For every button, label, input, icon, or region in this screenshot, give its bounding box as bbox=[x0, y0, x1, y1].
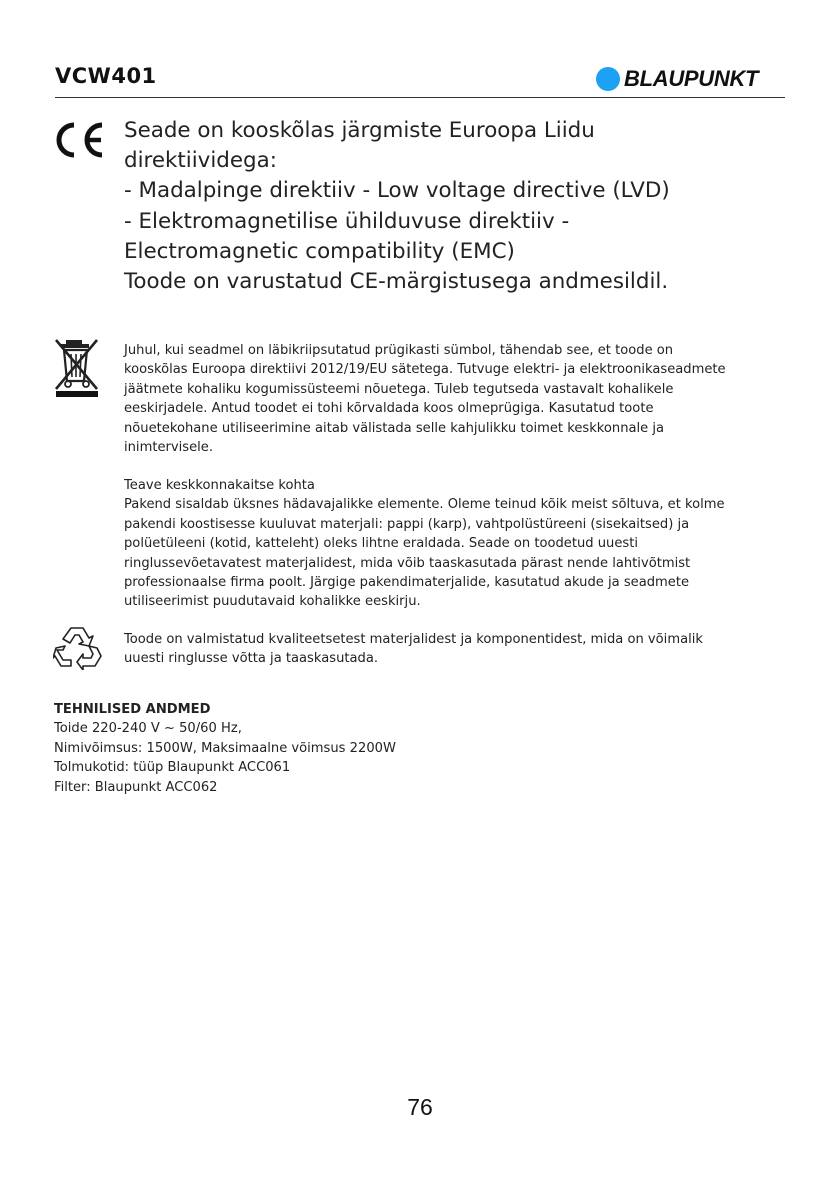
crossed-bin-icon bbox=[53, 335, 103, 405]
ce-line: Toode on varustatud CE-märgistusega andmesildil. bbox=[124, 269, 669, 295]
recycle-text bbox=[124, 630, 792, 669]
header-divider bbox=[55, 97, 785, 98]
environment-heading: Teave keskkonnakaitse kohta bbox=[124, 478, 315, 493]
weee-line: kooskõlas Euroopa direktiivi 2012/19/EU sätetega. Tutvuge elektri- ja elektroonikaseadmete bbox=[124, 362, 726, 378]
spec-line: Toide 220-240 V ~ 50/60 Hz, bbox=[54, 721, 242, 737]
recycle-line: uuesti ringlusse võtta ja taaskasutada. bbox=[124, 651, 379, 667]
environment-line: pakendi koostisesse kuuluvat materjali: pappi (karp), vahtpolüstüreeni (sisekaitsed) ja bbox=[124, 516, 690, 532]
ce-conformity-text bbox=[124, 116, 804, 297]
ce-line: - Elektromagnetilise ühilduvuse direktiiv - bbox=[124, 208, 570, 234]
spec-line: Filter: Blaupunkt ACC062 bbox=[54, 779, 218, 795]
weee-line: Juhul, kui seadmel on läbikriipsutatud prügikasti sümbol, tähendab see, et toode on bbox=[124, 343, 674, 358]
weee-line: eeskirjadele. Antud toodet ei tohi kõrvaldada koos olmeprügiga. Kasutatud toote bbox=[124, 401, 654, 417]
ce-line: - Madalpinge direktiiv - Low voltage directive (LVD) bbox=[124, 178, 670, 204]
spec-line: Tolmukotid: tüüp Blaupunkt ACC061 bbox=[54, 760, 291, 776]
recycle-icon bbox=[53, 624, 103, 674]
brand-logo bbox=[596, 66, 758, 92]
brand-dot-icon bbox=[596, 67, 620, 91]
page-number: 76 bbox=[407, 1094, 433, 1120]
weee-disposal-text bbox=[124, 341, 792, 457]
ce-mark-icon bbox=[52, 120, 106, 164]
environment-line: utiliseerimist puudutavaid kohalikke eeskirju. bbox=[124, 594, 421, 610]
environment-line: ringlussevõetavatest materjalidest, mida võib taaskasutada pärast nende lahtivõtmist bbox=[124, 555, 691, 571]
environment-text bbox=[124, 476, 792, 612]
specs-title: TEHNILISED ANDMED bbox=[54, 702, 211, 717]
ce-line: Electromagnetic compatibility (EMC) bbox=[124, 238, 515, 264]
environment-line: Pakend sisaldab üksnes hädavajalikke elemente. Oleme teinud kõik meist sõltuva, et kolme bbox=[124, 497, 725, 513]
technical-specs bbox=[54, 700, 396, 797]
model-name: VCW401 bbox=[55, 64, 157, 88]
spec-line: Nimivõimsus: 1500W, Maksimaalne võimsus 2200W bbox=[54, 740, 396, 756]
weee-line: nõuetekohane utiliseerimine aitab välistada selle kahjulikku toimet keskkonnale ja bbox=[124, 420, 665, 436]
weee-line: jäätmete kohaliku kogumissüsteemi nõuetega. Tuleb tegutseda vastavalt kohalikele bbox=[124, 381, 674, 397]
ce-line: direktiividega: bbox=[124, 148, 277, 174]
recycle-line: Toode on valmistatud kvaliteetsetest materjalidest ja komponentidest, mida on võimalik bbox=[124, 632, 703, 647]
environment-line: polüetüleeni (kotid, katteleht) oleks lihtne eraldada. Seade on toodetud uuesti bbox=[124, 536, 638, 552]
brand-name: BLAUPUNKT bbox=[624, 66, 759, 91]
environment-line: professionaalse firma poolt. Järgige pakendimaterjalide, kasutatud akude ja seadmete bbox=[124, 575, 690, 591]
weee-line: inimtervisele. bbox=[124, 440, 214, 456]
ce-line: Seade on kooskõlas järgmiste Euroopa Liidu bbox=[124, 118, 595, 143]
